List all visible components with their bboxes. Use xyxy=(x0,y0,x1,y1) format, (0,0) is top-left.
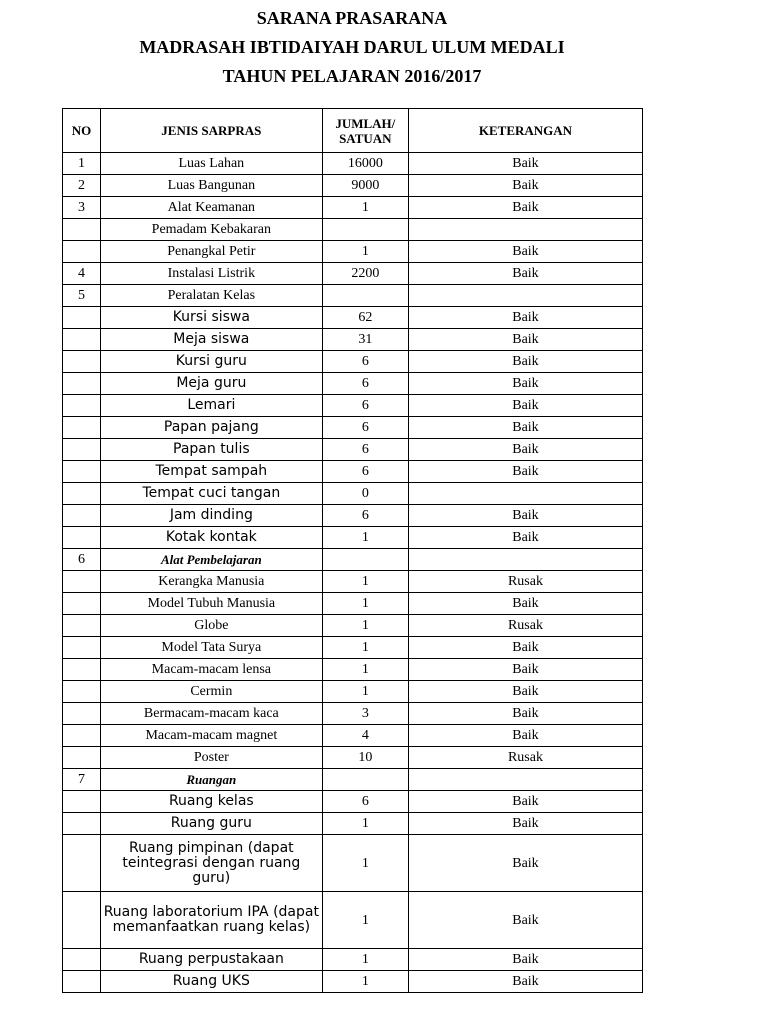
cell-jumlah: 62 xyxy=(322,307,408,329)
cell-jumlah: 1 xyxy=(322,637,408,659)
cell-keterangan xyxy=(408,219,642,241)
cell-keterangan xyxy=(408,549,642,571)
cell-keterangan xyxy=(408,769,642,791)
cell-jenis: Kursi guru xyxy=(100,351,322,373)
cell-jumlah: 1 xyxy=(322,949,408,971)
cell-jumlah xyxy=(322,285,408,307)
cell-no xyxy=(63,351,101,373)
table-row xyxy=(63,219,643,241)
cell-keterangan: Baik xyxy=(408,307,642,329)
table-row xyxy=(63,681,643,703)
title-line-3: TAHUN PELAJARAN 2016/2017 xyxy=(222,66,482,86)
cell-keterangan: Baik xyxy=(408,681,642,703)
table-row xyxy=(63,307,643,329)
cell-no xyxy=(63,791,101,813)
cell-keterangan: Baik xyxy=(408,637,642,659)
cell-jumlah xyxy=(322,219,408,241)
table-row xyxy=(63,747,643,769)
cell-no xyxy=(63,241,101,263)
table-row xyxy=(63,892,643,949)
cell-jenis: Kerangka Manusia xyxy=(100,571,322,593)
cell-jenis: Papan tulis xyxy=(100,439,322,461)
cell-keterangan: Baik xyxy=(408,373,642,395)
cell-no xyxy=(63,461,101,483)
cell-jenis: Bermacam-macam kaca xyxy=(100,703,322,725)
header-jenis: JENIS SARPRAS xyxy=(100,109,322,153)
cell-jenis: Tempat sampah xyxy=(100,461,322,483)
sarpras-table xyxy=(62,108,643,993)
cell-keterangan: Baik xyxy=(408,971,642,993)
title-line-2: MADRASAH IBTIDAIYAH DARUL ULUM MEDALI xyxy=(139,37,565,57)
table-row xyxy=(63,615,643,637)
cell-jumlah: 10 xyxy=(322,747,408,769)
cell-keterangan: Baik xyxy=(408,395,642,417)
cell-jenis: Macam-macam magnet xyxy=(100,725,322,747)
cell-no xyxy=(63,703,101,725)
cell-jumlah: 0 xyxy=(322,483,408,505)
table-row xyxy=(63,373,643,395)
cell-no: 3 xyxy=(63,197,101,219)
table-row xyxy=(63,483,643,505)
cell-jumlah: 1 xyxy=(322,571,408,593)
cell-jumlah: 2200 xyxy=(322,263,408,285)
cell-no: 6 xyxy=(63,549,101,571)
cell-keterangan: Baik xyxy=(408,505,642,527)
cell-jumlah: 6 xyxy=(322,791,408,813)
table-row xyxy=(63,263,643,285)
table-row xyxy=(63,329,643,351)
table-row xyxy=(63,439,643,461)
cell-no xyxy=(63,725,101,747)
table-row xyxy=(63,703,643,725)
cell-jumlah: 6 xyxy=(322,395,408,417)
cell-keterangan: Baik xyxy=(408,461,642,483)
cell-jumlah: 6 xyxy=(322,505,408,527)
cell-jumlah: 3 xyxy=(322,703,408,725)
table-row xyxy=(63,813,643,835)
cell-no xyxy=(63,615,101,637)
cell-keterangan: Baik xyxy=(408,725,642,747)
title-line-1: SARANA PRASARANA xyxy=(256,8,448,28)
cell-no xyxy=(63,505,101,527)
cell-jenis: Ruang pimpinan (dapat teintegrasi dengan ruang guru) xyxy=(100,835,322,892)
cell-jenis: Ruang guru xyxy=(100,813,322,835)
cell-jumlah: 1 xyxy=(322,241,408,263)
cell-jenis: Pemadam Kebakaran xyxy=(100,219,322,241)
cell-jenis: Luas Bangunan xyxy=(100,175,322,197)
cell-no xyxy=(63,527,101,549)
table-row xyxy=(63,461,643,483)
cell-keterangan: Rusak xyxy=(408,615,642,637)
cell-jenis: Jam dinding xyxy=(100,505,322,527)
cell-no: 5 xyxy=(63,285,101,307)
cell-jenis: Ruang perpustakaan xyxy=(100,949,322,971)
table-row xyxy=(63,949,643,971)
cell-no xyxy=(63,329,101,351)
cell-no: 7 xyxy=(63,769,101,791)
cell-jenis: Meja siswa xyxy=(100,329,322,351)
cell-keterangan: Baik xyxy=(408,263,642,285)
cell-jenis: Ruang UKS xyxy=(100,971,322,993)
cell-keterangan: Baik xyxy=(408,527,642,549)
cell-keterangan: Baik xyxy=(408,813,642,835)
table-row xyxy=(63,505,643,527)
table-row xyxy=(63,593,643,615)
table-row xyxy=(63,395,643,417)
cell-jenis: Model Tubuh Manusia xyxy=(100,593,322,615)
cell-no xyxy=(63,835,101,892)
cell-jenis: Ruangan xyxy=(100,769,322,791)
cell-no xyxy=(63,892,101,949)
table-row xyxy=(63,835,643,892)
document-title xyxy=(0,4,704,91)
cell-keterangan xyxy=(408,285,642,307)
cell-keterangan: Baik xyxy=(408,703,642,725)
cell-jumlah: 6 xyxy=(322,461,408,483)
cell-jenis: Lemari xyxy=(100,395,322,417)
cell-jumlah: 1 xyxy=(322,527,408,549)
cell-jenis: Kotak kontak xyxy=(100,527,322,549)
cell-jumlah: 1 xyxy=(322,615,408,637)
table-row xyxy=(63,769,643,791)
cell-no: 4 xyxy=(63,263,101,285)
table-row xyxy=(63,417,643,439)
cell-jenis: Papan pajang xyxy=(100,417,322,439)
cell-jumlah: 6 xyxy=(322,417,408,439)
cell-jumlah: 6 xyxy=(322,351,408,373)
cell-keterangan: Baik xyxy=(408,439,642,461)
cell-jenis: Luas Lahan xyxy=(100,153,322,175)
cell-jenis: Poster xyxy=(100,747,322,769)
cell-keterangan: Rusak xyxy=(408,747,642,769)
cell-jumlah: 6 xyxy=(322,439,408,461)
cell-jumlah: 1 xyxy=(322,197,408,219)
cell-no xyxy=(63,307,101,329)
cell-no xyxy=(63,571,101,593)
cell-keterangan: Baik xyxy=(408,791,642,813)
cell-jumlah: 31 xyxy=(322,329,408,351)
cell-no xyxy=(63,417,101,439)
table-row xyxy=(63,637,643,659)
cell-jenis: Peralatan Kelas xyxy=(100,285,322,307)
cell-jenis: Meja guru xyxy=(100,373,322,395)
cell-jumlah: 1 xyxy=(322,593,408,615)
cell-jenis: Kursi siswa xyxy=(100,307,322,329)
cell-jenis: Model Tata Surya xyxy=(100,637,322,659)
cell-jumlah: 1 xyxy=(322,892,408,949)
table-row xyxy=(63,351,643,373)
table-row xyxy=(63,971,643,993)
cell-jenis: Cermin xyxy=(100,681,322,703)
cell-no xyxy=(63,747,101,769)
header-jumlah-line1: JUMLAH/ xyxy=(335,115,396,131)
cell-no xyxy=(63,659,101,681)
cell-jumlah: 16000 xyxy=(322,153,408,175)
table-row xyxy=(63,175,643,197)
cell-no xyxy=(63,483,101,505)
cell-keterangan: Baik xyxy=(408,329,642,351)
cell-jumlah: 1 xyxy=(322,971,408,993)
header-no: NO xyxy=(63,109,101,153)
cell-keterangan: Baik xyxy=(408,892,642,949)
cell-keterangan xyxy=(408,483,642,505)
header-jumlah-line2: SATUAN xyxy=(339,130,392,146)
cell-no: 2 xyxy=(63,175,101,197)
cell-keterangan: Baik xyxy=(408,153,642,175)
table-header-row xyxy=(63,109,643,153)
cell-jumlah: 1 xyxy=(322,835,408,892)
table-body xyxy=(63,153,643,993)
cell-no xyxy=(63,971,101,993)
header-jumlah xyxy=(322,109,408,153)
table-row xyxy=(63,791,643,813)
cell-no xyxy=(63,593,101,615)
cell-keterangan: Baik xyxy=(408,175,642,197)
cell-jumlah: 6 xyxy=(322,373,408,395)
cell-no: 1 xyxy=(63,153,101,175)
cell-no xyxy=(63,373,101,395)
table-row xyxy=(63,549,643,571)
cell-jumlah: 1 xyxy=(322,681,408,703)
cell-jenis: Penangkal Petir xyxy=(100,241,322,263)
cell-keterangan: Baik xyxy=(408,835,642,892)
table-row xyxy=(63,285,643,307)
cell-keterangan: Baik xyxy=(408,351,642,373)
cell-jenis: Instalasi Listrik xyxy=(100,263,322,285)
cell-no xyxy=(63,637,101,659)
cell-jenis: Ruang laboratorium IPA (dapat memanfaatkan ruang kelas) xyxy=(100,892,322,949)
header-keterangan: KETERANGAN xyxy=(408,109,642,153)
cell-jenis: Alat Keamanan xyxy=(100,197,322,219)
cell-no xyxy=(63,949,101,971)
cell-jenis: Tempat cuci tangan xyxy=(100,483,322,505)
cell-jumlah xyxy=(322,549,408,571)
cell-keterangan: Baik xyxy=(408,417,642,439)
cell-no xyxy=(63,439,101,461)
table-row xyxy=(63,241,643,263)
cell-jumlah: 1 xyxy=(322,659,408,681)
cell-jenis: Alat Pembelajaran xyxy=(100,549,322,571)
cell-jumlah: 1 xyxy=(322,813,408,835)
table-row xyxy=(63,197,643,219)
cell-jenis: Ruang kelas xyxy=(100,791,322,813)
cell-keterangan: Baik xyxy=(408,593,642,615)
cell-jumlah: 4 xyxy=(322,725,408,747)
table-row xyxy=(63,527,643,549)
cell-keterangan: Baik xyxy=(408,659,642,681)
cell-jumlah xyxy=(322,769,408,791)
cell-keterangan: Rusak xyxy=(408,571,642,593)
cell-jenis: Macam-macam lensa xyxy=(100,659,322,681)
cell-no xyxy=(63,813,101,835)
table-row xyxy=(63,153,643,175)
table-row xyxy=(63,725,643,747)
cell-no xyxy=(63,681,101,703)
cell-keterangan: Baik xyxy=(408,949,642,971)
cell-keterangan: Baik xyxy=(408,241,642,263)
cell-no xyxy=(63,219,101,241)
table-row xyxy=(63,659,643,681)
cell-jumlah: 9000 xyxy=(322,175,408,197)
cell-no xyxy=(63,395,101,417)
cell-jenis: Globe xyxy=(100,615,322,637)
cell-keterangan: Baik xyxy=(408,197,642,219)
table-row xyxy=(63,571,643,593)
